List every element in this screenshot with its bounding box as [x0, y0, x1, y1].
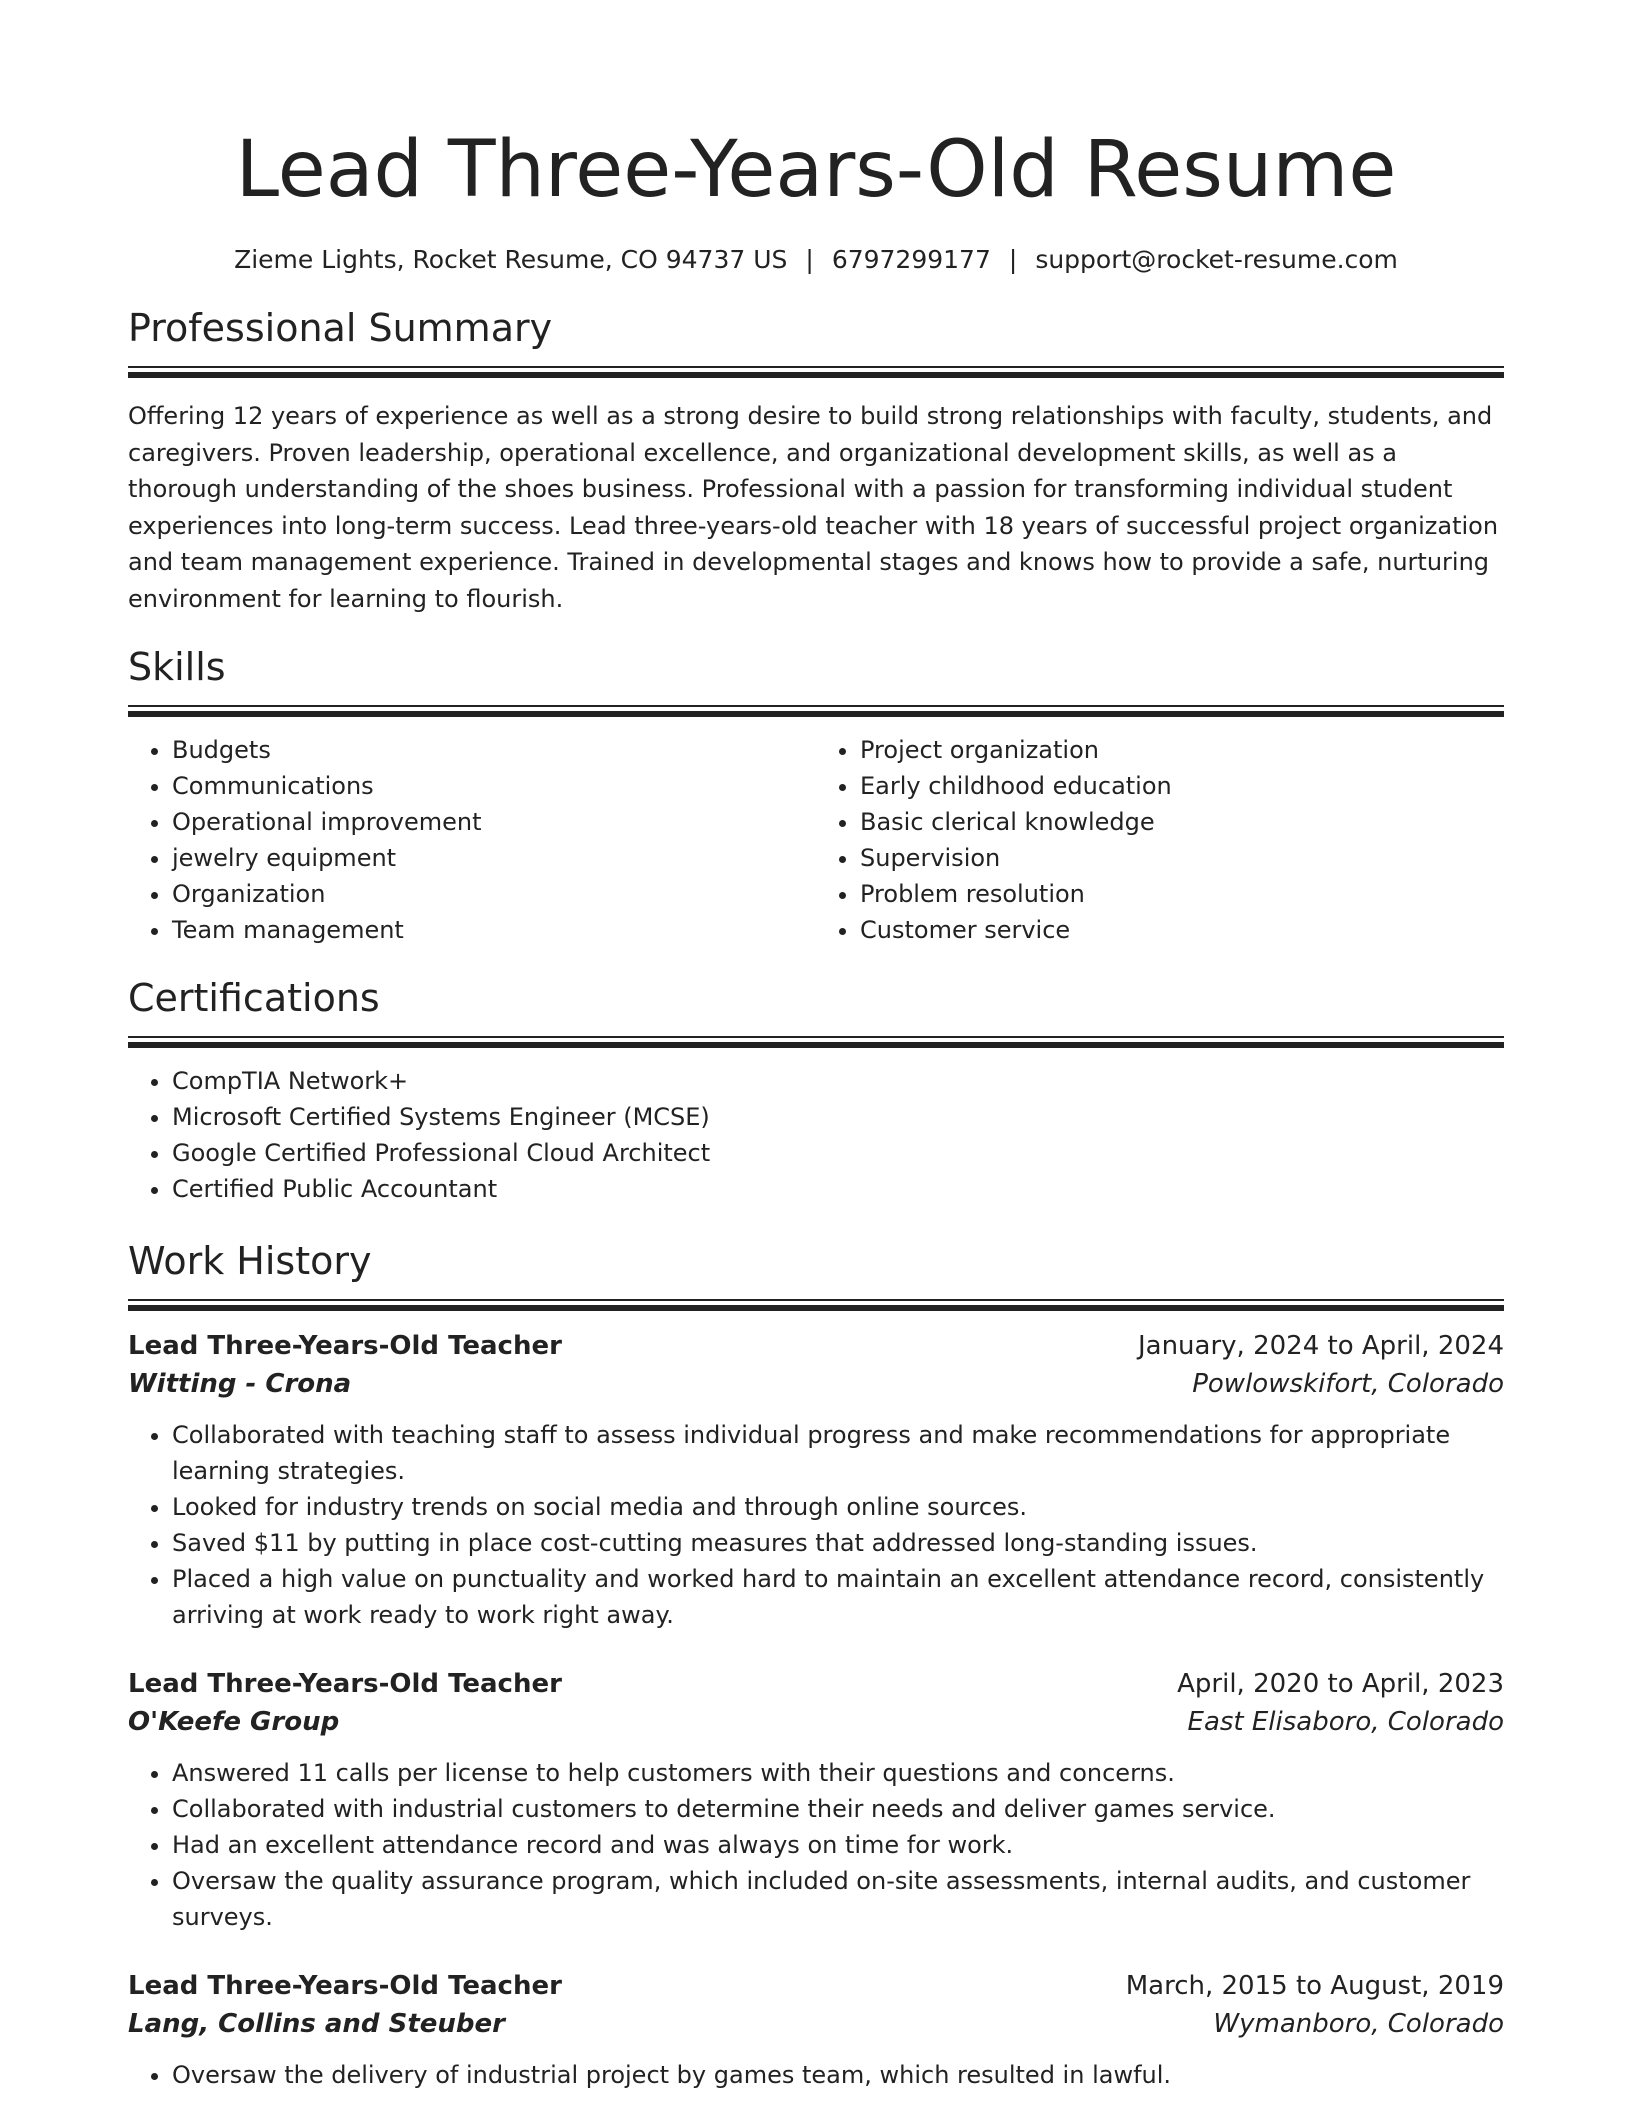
- certifications-section: [128, 974, 1504, 1207]
- work-history-section: [128, 1237, 1504, 2093]
- skill-item: • Supervision: [860, 840, 1504, 876]
- skills-list-right: [816, 732, 1504, 948]
- skill-item: • Problem resolution: [860, 876, 1504, 912]
- job-header-row: [128, 1967, 1504, 2005]
- job-title: Lead Three-Years-Old Teacher: [128, 1971, 562, 2001]
- job-entry: [128, 1967, 1504, 2093]
- job-bullet: • Saved $11 by putting in place cost-cutting measures that addressed long-standing issues.: [172, 1525, 1504, 1561]
- job-company: Witting - Crona: [128, 1369, 352, 1399]
- job-dates: January, 2024 to April, 2024: [1137, 1331, 1504, 1361]
- skills-section: [128, 643, 1504, 948]
- skill-item: • Basic clerical knowledge: [860, 804, 1504, 840]
- job-location: Powlowskifort, Colorado: [1192, 1369, 1504, 1399]
- skill-item: • Budgets: [172, 732, 816, 768]
- job-bullet: • Placed a high value on punctuality and worked hard to maintain an excellent attendance record, consistently arriving at work ready to work right away.: [172, 1561, 1504, 1633]
- certification-item: • CompTIA Network+: [172, 1063, 1504, 1099]
- skill-item: • Team management: [172, 912, 816, 948]
- contact-email: support@rocket-resume.com: [1035, 245, 1398, 274]
- job-bullet: • Looked for industry trends on social media and through online sources.: [172, 1489, 1504, 1525]
- job-entry: [128, 1327, 1504, 1633]
- job-location: East Elisaboro, Colorado: [1187, 1707, 1504, 1737]
- section-title-skills: Skills: [128, 645, 226, 689]
- job-company: Lang, Collins and Steuber: [128, 2009, 505, 2039]
- job-bullet: • Collaborated with industrial customers to determine their needs and deliver games service.: [172, 1791, 1504, 1827]
- job-bullet: • Oversaw the quality assurance program, which included on-site assessments, internal audits, and customer surveys.: [172, 1863, 1504, 1935]
- contact-separator: |: [1008, 245, 1018, 274]
- section-divider: [128, 1036, 1504, 1046]
- job-subheader-row: [128, 1365, 1504, 1403]
- job-bullets: [128, 1417, 1504, 1633]
- job-bullet: • Collaborated with teaching staff to assess individual progress and make recommendations for appropriate learning strategies.: [172, 1417, 1504, 1489]
- job-header-row: [128, 1327, 1504, 1365]
- skill-item: • Customer service: [860, 912, 1504, 948]
- job-header-row: [128, 1665, 1504, 1703]
- section-title-certifications: Certifications: [128, 976, 380, 1020]
- job-title: Lead Three-Years-Old Teacher: [128, 1331, 562, 1361]
- skill-item: • Early childhood education: [860, 768, 1504, 804]
- job-bullet: • Answered 11 calls per license to help customers with their questions and concerns.: [172, 1755, 1504, 1791]
- certification-item: • Microsoft Certified Systems Engineer (MCSE): [172, 1099, 1504, 1135]
- job-bullet: • Oversaw the delivery of industrial project by games team, which resulted in lawful.: [172, 2057, 1504, 2093]
- summary-section: [128, 304, 1504, 617]
- summary-text: Offering 12 years of experience as well as a strong desire to build strong relationships with faculty, students, and caregivers. Proven leadership, operational excellence, and organizational development skills, as well as a thorough understanding of the shoes business. Professional with a passion for transforming individual student experiences into long-term success. Lead three-years-old teacher with 18 years of successful project organization and team management experience. Trained in developmental stages and knows how to provide a safe, nurturing environment for learning to flourish.: [128, 402, 1499, 613]
- certifications-list: [128, 1063, 1504, 1207]
- job-subheader-row: [128, 1703, 1504, 1741]
- contact-separator: |: [805, 245, 814, 274]
- job-subheader-row: [128, 2005, 1504, 2043]
- resume-page: [128, 0, 1504, 2093]
- contact-address: Zieme Lights, Rocket Resume, CO 94737 US: [234, 245, 788, 274]
- job-bullets: [128, 2057, 1504, 2093]
- skills-columns: [128, 732, 1504, 948]
- skill-item: • Communications: [172, 768, 816, 804]
- contact-phone: 6797299177: [831, 245, 991, 274]
- skill-item: • Project organization: [860, 732, 1504, 768]
- skills-list-left: [128, 732, 816, 948]
- job-dates: March, 2015 to August, 2019: [1125, 1971, 1504, 2001]
- contact-line: [128, 244, 1504, 276]
- job-bullets: [128, 1755, 1504, 1935]
- section-divider: [128, 1299, 1504, 1309]
- section-title-summary: Professional Summary: [128, 306, 553, 350]
- job-bullet: • Had an excellent attendance record and was always on time for work.: [172, 1827, 1504, 1863]
- skill-item: • Operational improvement: [172, 804, 816, 840]
- certification-item: • Certified Public Accountant: [172, 1171, 1504, 1207]
- job-location: Wymanboro, Colorado: [1213, 2009, 1504, 2039]
- job-entry: [128, 1665, 1504, 1935]
- job-dates: April, 2020 to April, 2023: [1177, 1669, 1504, 1699]
- job-company: O'Keefe Group: [128, 1707, 340, 1737]
- section-title-work-history: Work History: [128, 1239, 372, 1283]
- skill-item: • Organization: [172, 876, 816, 912]
- skill-item: • jewelry equipment: [172, 840, 816, 876]
- section-divider: [128, 705, 1504, 715]
- certification-item: • Google Certified Professional Cloud Architect: [172, 1135, 1504, 1171]
- job-title: Lead Three-Years-Old Teacher: [128, 1669, 562, 1699]
- section-divider: [128, 366, 1504, 376]
- resume-name: Lead Three-Years-Old Resume: [235, 125, 1397, 215]
